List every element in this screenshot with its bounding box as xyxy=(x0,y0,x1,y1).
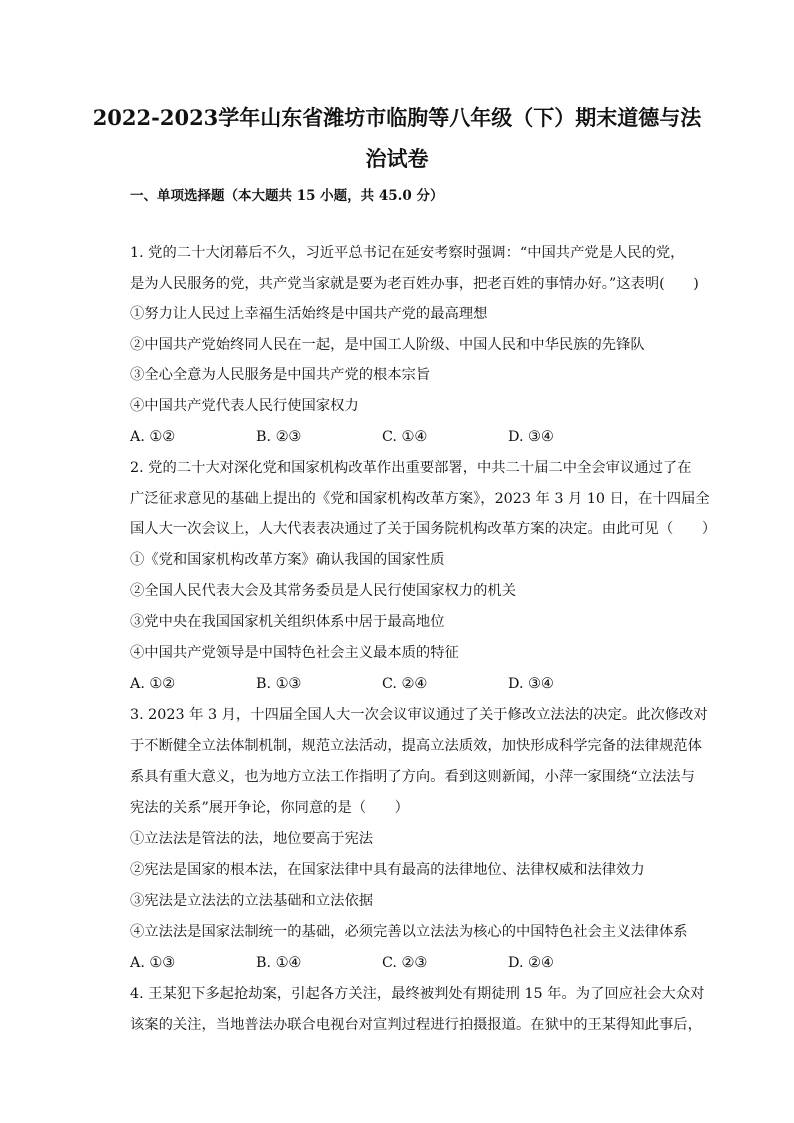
q1-stem-line2: 是为人民服务的党，共产党当家就是要为老百姓办事，把老百姓的事情办好。”这表明( ) xyxy=(130,276,699,292)
q3-option-c[interactable]: C. ②③ xyxy=(382,955,428,971)
q3-option-b[interactable]: B. ①④ xyxy=(256,955,302,971)
q2-statement-1: ①《党和国家机构改革方案》确认我国的国家性质 xyxy=(130,552,445,568)
q3-stem-line1: 3. 2023 年 3 月，十四届全国人大一次会议审议通过了关于修改立法法的决定。此次修改对 xyxy=(130,707,708,723)
q2-stem-line1: 2. 党的二十大对深化党和国家机构改革作出重要部署，中共二十届二中全会审议通过了在 xyxy=(130,460,692,476)
q3-option-a[interactable]: A. ①③ xyxy=(130,955,176,971)
q4-stem-line1: 4. 王某犯下多起抢劫案，引起各方关注，最终被判处有期徒刑 15 年。为了回应社会大众对 xyxy=(130,986,705,1002)
q2-statement-3: ③党中央在我国国家机关组织体系中居于最高地位 xyxy=(130,614,445,630)
q4-stem-line2: 该案的关注，当地普法办联合电视台对宣判过程进行拍摄报道。在狱中的王某得知此事后， xyxy=(130,1017,702,1033)
q2-statement-2: ②全国人民代表大会及其常务委员是人民行使国家权力的机关 xyxy=(130,583,517,599)
q2-stem-line2: 广泛征求意见的基础上提出的《党和国家机构改革方案》，2023 年 3 月 10 日，在十四届全 xyxy=(130,491,710,507)
q1-option-c[interactable]: C. ①④ xyxy=(382,429,428,445)
q2-option-d[interactable]: D. ③④ xyxy=(508,676,554,692)
q3-statement-2: ②宪法是国家的根本法，在国家法律中具有最高的法律地位、法律权威和法律效力 xyxy=(130,862,645,878)
q1-statement-2: ②中国共产党始终同人民在一起，是中国工人阶级、中国人民和中华民族的先锋队 xyxy=(130,337,645,353)
q1-option-d[interactable]: D. ③④ xyxy=(508,429,554,445)
q2-statement-4: ④中国共产党领导是中国特色社会主义最本质的特征 xyxy=(130,645,459,661)
exam-title-line1: 2022-2023学年山东省潍坊市临朐等八年级（下）期末道德与法 xyxy=(92,105,702,130)
q3-statement-4: ④立法法是国家法制统一的基础，必须完善以立法法为核心的中国特色社会主义法律体系 xyxy=(130,924,688,940)
q3-options xyxy=(130,952,690,974)
q1-option-a[interactable]: A. ①② xyxy=(130,429,176,445)
q3-statement-3: ③宪法是立法法的立法基础和立法依据 xyxy=(130,893,374,909)
q1-statement-1: ①努力让人民过上幸福生活始终是中国共产党的最高理想 xyxy=(130,306,488,322)
q1-statement-4: ④中国共产党代表人民行使国家权力 xyxy=(130,398,359,414)
q1-statement-3: ③全心全意为人民服务是中国共产党的根本宗旨 xyxy=(130,367,431,383)
q2-option-b[interactable]: B. ①③ xyxy=(256,676,302,692)
section-header: 一、单项选择题（本大题共 15 小题，共 45.0 分） xyxy=(130,188,444,204)
q2-options xyxy=(130,673,690,695)
q2-option-c[interactable]: C. ②④ xyxy=(382,676,428,692)
q1-stem-line1: 1. 党的二十大闭幕后不久，习近平总书记在延安考察时强调：“中国共产党是人民的党， xyxy=(130,245,685,261)
q3-option-d[interactable]: D. ②④ xyxy=(508,955,554,971)
q3-stem-line3: 系具有重大意义，也为地方立法工作指明了方向。看到这则新闻，小萍一家围绕“立法法与 xyxy=(130,769,695,785)
q3-stem-line2: 于不断健全立法体制机制，规范立法活动，提高立法质效，加快形成科学完备的法律规范体 xyxy=(130,738,702,754)
q3-statement-1: ①立法法是管法的法，地位要高于宪法 xyxy=(130,831,374,847)
q2-stem-line3: 国人大一次会议上，人大代表表决通过了关于国务院机构改革方案的决定。由此可见（ ） xyxy=(130,521,717,537)
q1-option-b[interactable]: B. ②③ xyxy=(256,429,302,445)
q2-option-a[interactable]: A. ①② xyxy=(130,676,176,692)
q3-stem-line4: 宪法的关系”展开争论，你同意的是（ ） xyxy=(130,800,409,816)
q1-options xyxy=(130,426,690,448)
exam-title-line2: 治试卷 xyxy=(365,146,429,171)
